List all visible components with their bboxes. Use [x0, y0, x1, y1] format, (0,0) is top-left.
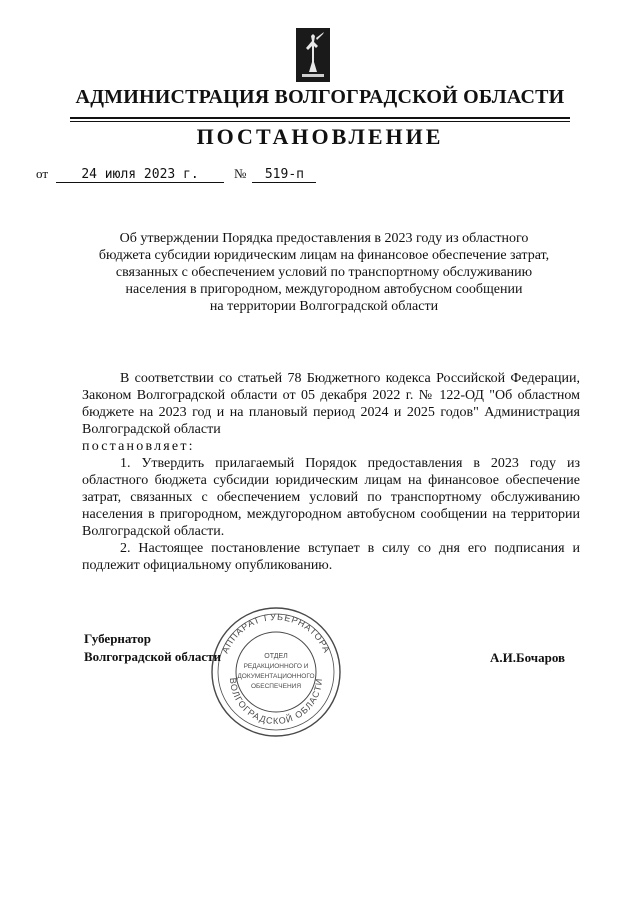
document-date: 24 июля 2023 г.	[56, 167, 224, 183]
document-type: ПОСТАНОВЛЕНИЕ	[196, 124, 444, 149]
preamble-paragraph: В соответствии со статьей 78 Бюджетного кодекса Российской Федерации, Законом Волгоградской области от 05 декабря 2022 г. № 122-ОД "Об областном бюджете на 2023 год и на плановый период 2024 и 2025 годов" Администрация Волгоградской области	[82, 371, 580, 437]
document-body	[82, 370, 580, 574]
subject-line: связанных с обеспечением условий по транспортному обслуживанию	[115, 265, 533, 280]
stamp-center-line: ОБЕСПЕЧЕНИЯ	[250, 683, 302, 690]
number-label: №	[234, 166, 247, 181]
subject-line: Об утверждении Порядка предоставления в 2023 году из областного	[119, 231, 529, 246]
header-divider-thin	[70, 121, 570, 122]
emblem-graphic	[296, 28, 330, 82]
document-number: 519-п	[252, 167, 316, 183]
document-subject	[60, 230, 588, 315]
subject-line: бюджета субсидии юридическим лицам на финансовое обеспечение затрат,	[98, 248, 550, 263]
stamp-outer-text: АППАРАТ ГУБЕРНАТОРА	[219, 611, 333, 655]
subject-line: на территории Волгоградской области	[209, 299, 439, 314]
subject-line: населения в пригородном, междугородном автобусном сообщении	[125, 282, 523, 297]
item-2-paragraph: 2. Настоящее постановление вступает в силу со дня его подписания и подлежит официальному опубликованию.	[82, 541, 580, 573]
resolves-word: постановляет:	[82, 439, 195, 454]
date-label: от	[36, 166, 49, 181]
organization-title: АДМИНИСТРАЦИЯ ВОЛГОГРАДСКОЙ ОБЛАСТИ	[75, 86, 565, 108]
stamp-center-line: ДОКУМЕНТАЦИОННОГО	[237, 673, 315, 680]
signatory-position	[84, 630, 221, 666]
position-line: Волгоградской области	[84, 649, 222, 664]
stamp-seal-icon	[208, 604, 344, 740]
coat-of-arms-icon	[296, 28, 330, 82]
official-stamp	[208, 604, 344, 740]
stamp-center-line: РЕДАКЦИОННОГО И	[243, 663, 309, 670]
position-line: Губернатор	[84, 631, 152, 646]
svg-text:АППАРАТ ГУБЕРНАТОРА	[220, 612, 332, 655]
signatory-name: А.И.Бочаров	[490, 650, 566, 665]
document-date-number-row	[36, 166, 316, 183]
header-divider	[70, 117, 570, 119]
item-1-paragraph: 1. Утвердить прилагаемый Порядок предоставления в 2023 году из областного бюджета субсидии юридическим лицам на финансовое обеспечение затрат, связанных с обеспечением условий по транспортному обслуживанию населения в пригородном, междугородном автобусном сообщении на территории Волгоградской области.	[82, 456, 580, 539]
stamp-bottom-text: ВОЛГОГРАДСКОЙ ОБЛАСТИ	[227, 677, 325, 727]
stamp-center-line: ОТДЕЛ	[264, 653, 288, 660]
